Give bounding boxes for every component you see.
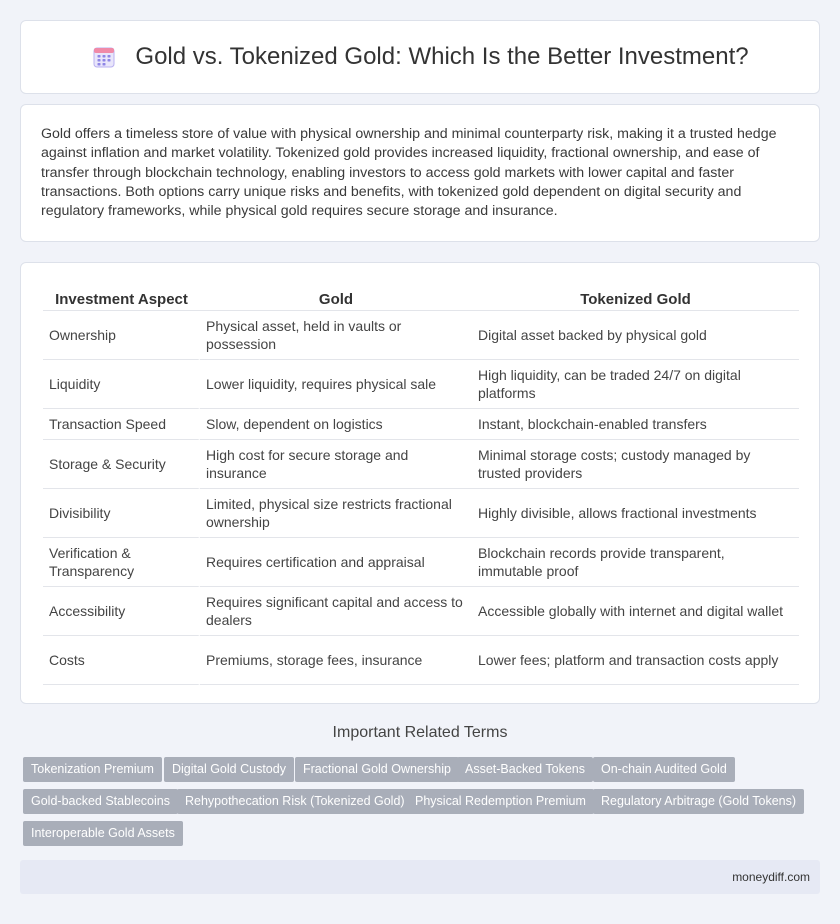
related-terms-title: Important Related Terms (332, 724, 508, 741)
column-header-gold: Gold (200, 281, 472, 311)
column-header-aspect: Investment Aspect (43, 281, 200, 311)
table-row (43, 489, 799, 538)
gold-cell: Limited, physical size restricts fractional ownership (200, 489, 472, 538)
related-term-tag[interactable]: On-chain Audited Gold (593, 757, 735, 782)
related-term-tag[interactable]: Physical Redemption Premium (407, 789, 594, 814)
footer (20, 860, 820, 894)
gold-cell: Requires significant capital and access to dealers (200, 587, 472, 636)
aspect-cell: Storage & Security (43, 440, 200, 489)
column-header-tokenized-gold: Tokenized Gold (472, 281, 799, 311)
tokenized-gold-cell: Lower fees; platform and transaction costs apply (472, 636, 799, 685)
table-row (43, 409, 799, 440)
table-row (43, 636, 799, 685)
header-card (20, 20, 820, 94)
gold-cell: High cost for secure storage and insurance (200, 440, 472, 489)
related-term-tag[interactable]: Regulatory Arbitrage (Gold Tokens) (593, 789, 804, 814)
footer-site-name[interactable]: moneydiff.com (732, 870, 810, 884)
table-row (43, 538, 799, 587)
related-term-tag[interactable]: Asset-Backed Tokens (457, 757, 593, 782)
related-term-tag[interactable]: Digital Gold Custody (164, 757, 294, 782)
calendar-icon (91, 44, 117, 70)
comparison-table-card (20, 262, 820, 704)
tokenized-gold-cell: Accessible globally with internet and digital wallet (472, 587, 799, 636)
table-row (43, 440, 799, 489)
gold-cell: Lower liquidity, requires physical sale (200, 360, 472, 409)
tokenized-gold-cell: Minimal storage costs; custody managed by trusted providers (472, 440, 799, 489)
tokenized-gold-cell: Highly divisible, allows fractional investments (472, 489, 799, 538)
gold-cell: Premiums, storage fees, insurance (200, 636, 472, 685)
aspect-cell: Divisibility (43, 489, 200, 538)
related-term-tag[interactable]: Interoperable Gold Assets (23, 821, 183, 846)
table-header-row (43, 281, 799, 311)
table-row (43, 587, 799, 636)
page-title: Gold vs. Tokenized Gold: Which Is the Better Investment? (135, 43, 749, 70)
tokenized-gold-cell: Blockchain records provide transparent, immutable proof (472, 538, 799, 587)
table-row (43, 360, 799, 409)
related-term-tag[interactable]: Rehypothecation Risk (Tokenized Gold) (177, 789, 413, 814)
gold-cell: Slow, dependent on logistics (200, 409, 472, 440)
aspect-cell: Verification & Transparency (43, 538, 200, 587)
table-row (43, 311, 799, 360)
related-term-tag[interactable]: Tokenization Premium (23, 757, 162, 782)
aspect-cell: Liquidity (43, 360, 200, 409)
aspect-cell: Accessibility (43, 587, 200, 636)
related-term-tag[interactable]: Fractional Gold Ownership (295, 757, 459, 782)
gold-cell: Physical asset, held in vaults or possession (200, 311, 472, 360)
gold-cell: Requires certification and appraisal (200, 538, 472, 587)
related-term-tag[interactable]: Gold-backed Stablecoins (23, 789, 178, 814)
tokenized-gold-cell: Instant, blockchain-enabled transfers (472, 409, 799, 440)
aspect-cell: Transaction Speed (43, 409, 200, 440)
title-wrap (91, 43, 748, 71)
aspect-cell: Costs (43, 636, 200, 685)
intro-paragraph: Gold offers a timeless store of value with physical ownership and minimal counterparty risk, making it a trusted hedge against inflation and market volatility. Tokenized gold provides increased liquidity, fractional ownership, and ease of transfer through blockchain technology, enabling investors to access gold markets with lower capital and faster transactions. Both options carry unique risks and benefits, with tokenized gold dependent on digital security and regulatory frameworks, while physical gold requires secure storage and insurance. (41, 126, 777, 220)
tokenized-gold-cell: High liquidity, can be traded 24/7 on digital platforms (472, 360, 799, 409)
intro-card (20, 104, 820, 242)
comparison-table (43, 281, 799, 685)
tokenized-gold-cell: Digital asset backed by physical gold (472, 311, 799, 360)
aspect-cell: Ownership (43, 311, 200, 360)
